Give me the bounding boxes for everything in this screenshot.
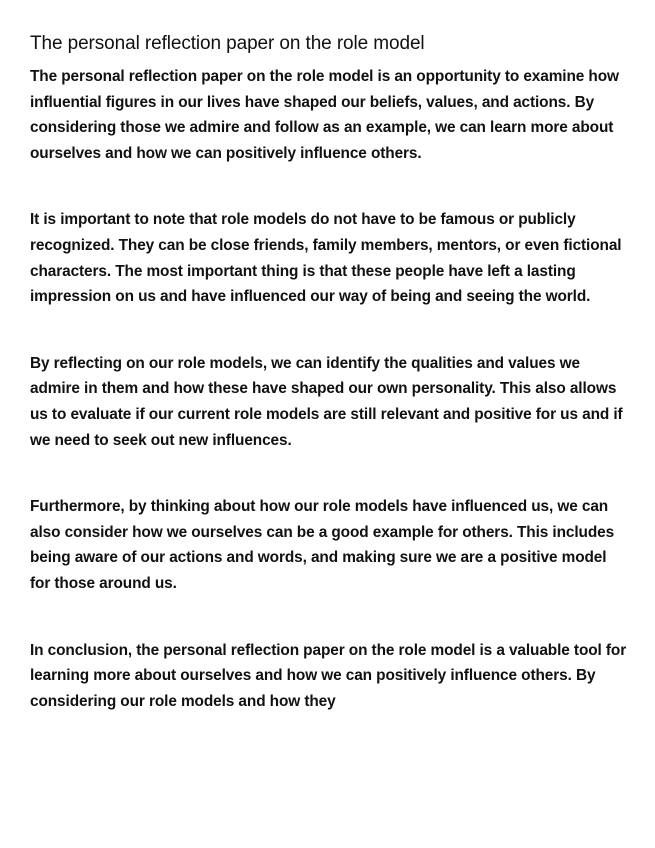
document-page [30,32,630,714]
paragraph-role-models-types: It is important to note that role models do not have to be famous or publicly recognized. They can be close friends, family members, mentors, or even fictional characters. The most important thing is that these people have left a lasting impression on us and have influenced our way of being and seeing the world. [30,211,622,306]
paragraph-intro: The personal reflection paper on the role model is an opportunity to examine how influential figures in our lives have shaped our beliefs, values, and actions. By considering those we admire and follow as an example, we can learn more about ourselves and how we can positively influence others. [30,68,619,162]
paragraph-being-example: Furthermore, by thinking about how our role models have influenced us, we can also consider how we ourselves can be a good example for others. This includes being aware of our actions and words, and making sure we are a positive model for those around us. [30,498,615,592]
paragraph-reflecting: By reflecting on our role models, we can identify the qualities and values we admire in them and how these have shaped our own personality. This also allows us to evaluate if our current role models are still relevant and positive for us and if we need to seek out new influences. [30,354,623,449]
paragraph-conclusion: In conclusion, the personal reflection paper on the role model is a valuable tool for learning more about ourselves and how we can positively influence others. By considering our role models and how they [30,641,627,710]
document-title: The personal reflection paper on the role model [30,33,425,54]
